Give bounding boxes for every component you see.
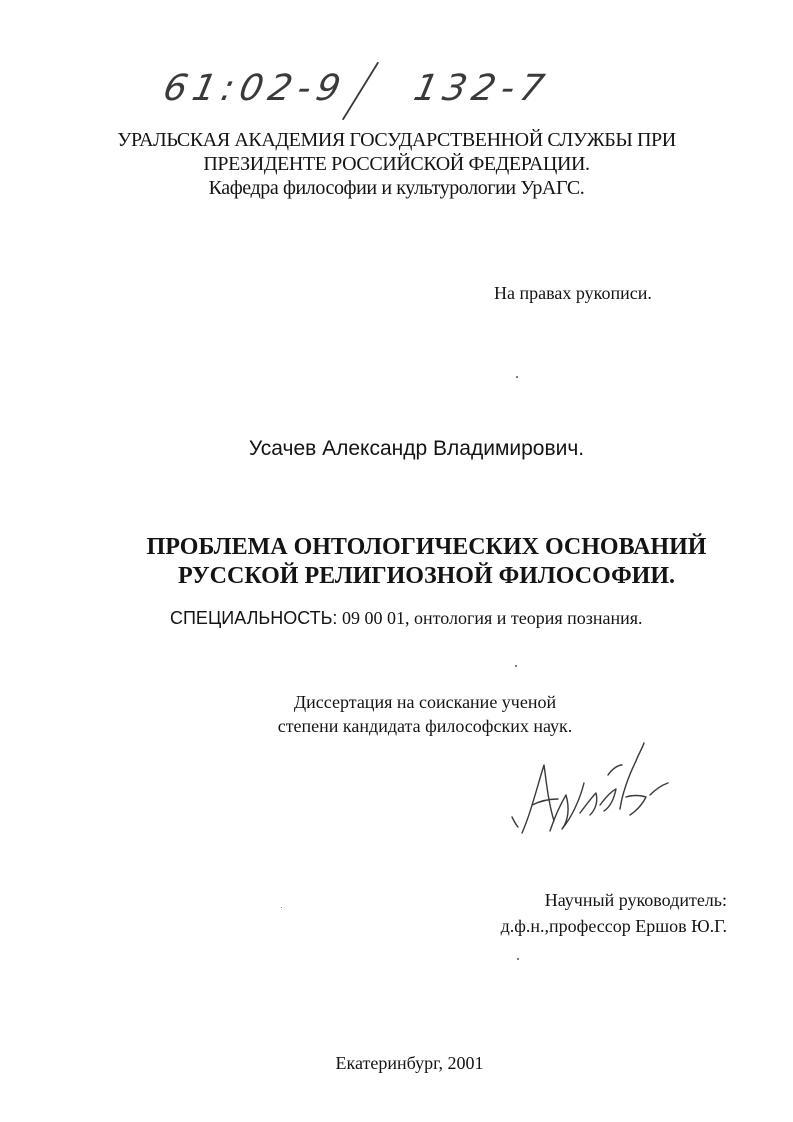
scientific-supervisor <box>501 887 727 939</box>
handwritten-signature <box>510 735 690 855</box>
manuscript-rights-note: На правах рукописи. <box>494 283 652 303</box>
scan-speck <box>515 665 517 667</box>
archive-number-part1: 61:02-9 <box>159 68 351 109</box>
supervisor-name: д.ф.н.,профессор Ершов Ю.Г. <box>500 916 727 936</box>
handwritten-archive-number <box>156 68 554 128</box>
institution-line-2: ПРЕЗИДЕНТЕ РОССИЙСКОЙ ФЕДЕРАЦИИ. <box>203 153 590 175</box>
specialty-code: 09 00 01, онтология и теория познания. <box>341 608 643 628</box>
specialty-line <box>170 608 643 629</box>
city-and-year: Екатеринбург, 2001 <box>335 1053 484 1073</box>
scan-speck <box>516 376 518 378</box>
specialty-label: СПЕЦИАЛЬНОСТЬ: <box>170 608 338 628</box>
department-line: Кафедра философии и культурологии УрАГС. <box>208 177 585 199</box>
scan-speck <box>281 907 282 908</box>
author-name: Усачев Александр Владимирович. <box>248 437 585 460</box>
archive-number-part2: 132-7 <box>410 68 554 109</box>
title-line-2: РУССКОЙ РЕЛИГИОЗНОЙ ФИЛОСОФИИ. <box>177 563 676 589</box>
title-line-1: ПРОБЛЕМА ОНТОЛОГИЧЕСКИХ ОСНОВАНИЙ <box>146 534 707 560</box>
dissertation-line-2: степени кандидата философских наук. <box>277 716 573 736</box>
dissertation-title <box>0 533 793 591</box>
institution-line-1: УРАЛЬСКАЯ АКАДЕМИЯ ГОСУДАРСТВЕННОЙ СЛУЖБЫ ПРИ <box>117 129 676 151</box>
dissertation-line-1: Диссертация на соискание ученой <box>293 692 557 712</box>
dissertation-degree <box>240 690 610 738</box>
scan-speck <box>517 958 519 960</box>
institution-header <box>0 128 793 200</box>
supervisor-label: Научный руководитель: <box>544 890 727 910</box>
